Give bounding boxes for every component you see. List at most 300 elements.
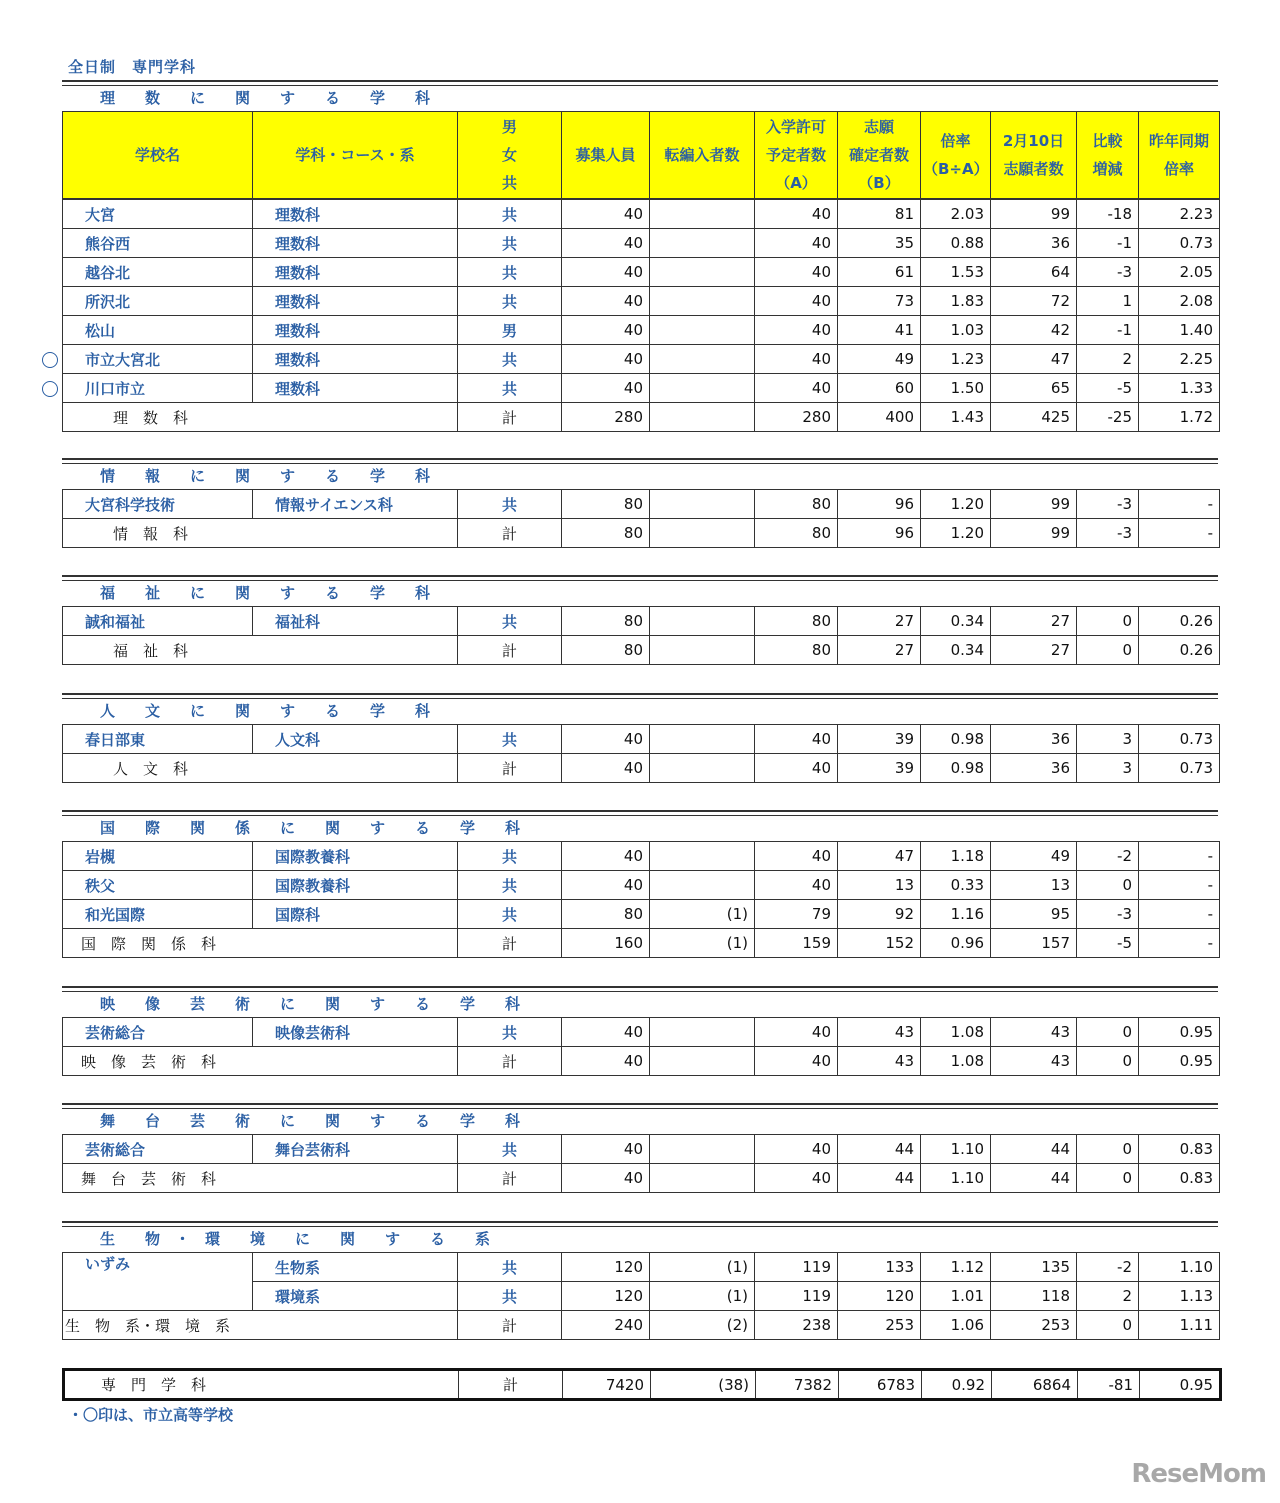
cell-feb10: 13 xyxy=(991,871,1077,900)
cell-admit: 80 xyxy=(755,607,838,636)
school-name: 秩父 xyxy=(63,871,253,900)
cell-applicants: 96 xyxy=(838,490,921,519)
cell-applicants: 73 xyxy=(838,287,921,316)
course-name: 国際教養科 xyxy=(253,842,458,871)
cell-lastyear: 0.83 xyxy=(1139,1135,1220,1164)
total-quota: 80 xyxy=(562,636,650,665)
course-name: 情報サイエンス科 xyxy=(253,490,458,519)
subtotal-label: 国 際 関 係 科 xyxy=(63,929,458,958)
cell-admit: 40 xyxy=(755,725,838,754)
course-name: 国際科 xyxy=(253,900,458,929)
cell-feb10: 47 xyxy=(991,345,1077,374)
cell-admit: 40 xyxy=(755,842,838,871)
cell-applicants: 49 xyxy=(838,345,921,374)
col-admit-line: 入学許可 xyxy=(765,118,826,136)
total-applicants: 27 xyxy=(838,636,921,665)
section-title: 映 像 芸 術 に 関 す る 学 科 xyxy=(100,995,521,1013)
school-name: いずみ xyxy=(63,1253,253,1311)
grand-total-table xyxy=(62,1368,1222,1401)
col-lastyear-line: 昨年同期 xyxy=(1148,132,1209,150)
cell-diff: 0 xyxy=(1077,607,1139,636)
cell-transfer: (1) xyxy=(650,1282,755,1311)
table-row xyxy=(63,607,1220,636)
section-title: 国 際 関 係 に 関 す る 学 科 xyxy=(100,819,521,837)
cell-admit: 79 xyxy=(755,900,838,929)
cell-applicants: 35 xyxy=(838,229,921,258)
table-row xyxy=(63,316,1220,345)
cell-diff: -3 xyxy=(1077,490,1139,519)
course-name: 環境系 xyxy=(253,1282,458,1311)
cell-lastyear: 0.26 xyxy=(1139,607,1220,636)
sex-code: 共 xyxy=(458,200,562,229)
cell-admit: 40 xyxy=(755,287,838,316)
total-applicants: 253 xyxy=(838,1311,921,1340)
grand-lastyear: 0.95 xyxy=(1140,1370,1221,1400)
col-feb10-line: 2月10日 xyxy=(1002,132,1065,150)
municipal-mark-icon xyxy=(42,381,58,397)
total-admit: 40 xyxy=(755,754,838,783)
total-applicants: 43 xyxy=(838,1047,921,1076)
total-admit: 80 xyxy=(755,519,838,548)
cell-lastyear: 1.13 xyxy=(1139,1282,1220,1311)
cell-quota: 120 xyxy=(562,1282,650,1311)
sex-code: 共 xyxy=(458,725,562,754)
course-name: 理数科 xyxy=(253,316,458,345)
subtotal-row xyxy=(63,929,1220,958)
col-school: 学校名 xyxy=(63,112,253,199)
total-applicants: 152 xyxy=(838,929,921,958)
cell-feb10: 43 xyxy=(991,1018,1077,1047)
section-title: 理 数 に 関 す る 学 科 xyxy=(100,89,431,107)
total-applicants: 39 xyxy=(838,754,921,783)
page-title: 全日制 専門学科 xyxy=(68,58,197,76)
grand-feb10: 6864 xyxy=(992,1370,1078,1400)
course-name: 舞台芸術科 xyxy=(253,1135,458,1164)
table-row xyxy=(63,258,1220,287)
cell-applicants: 44 xyxy=(838,1135,921,1164)
cell-applicants: 43 xyxy=(838,1018,921,1047)
cell-admit: 40 xyxy=(755,316,838,345)
total-ratio: 0.96 xyxy=(921,929,991,958)
total-feb10: 36 xyxy=(991,754,1077,783)
cell-quota: 40 xyxy=(562,374,650,403)
total-feb10: 253 xyxy=(991,1311,1077,1340)
total-applicants: 44 xyxy=(838,1164,921,1193)
cell-transfer xyxy=(650,200,755,229)
subtotal-kei: 計 xyxy=(458,1047,562,1076)
sex-code: 共 xyxy=(458,607,562,636)
cell-diff: -1 xyxy=(1077,316,1139,345)
total-feb10: 157 xyxy=(991,929,1077,958)
header-row xyxy=(63,112,1220,199)
cell-applicants: 120 xyxy=(838,1282,921,1311)
course-name: 映像芸術科 xyxy=(253,1018,458,1047)
total-transfer: (2) xyxy=(650,1311,755,1340)
total-lastyear: - xyxy=(1139,519,1220,548)
total-lastyear: 0.95 xyxy=(1139,1047,1220,1076)
cell-diff: 0 xyxy=(1077,1135,1139,1164)
cell-transfer xyxy=(650,607,755,636)
course-name: 理数科 xyxy=(253,200,458,229)
total-admit: 280 xyxy=(755,403,838,432)
school-name: 大宮科学技術 xyxy=(63,490,253,519)
cell-lastyear: - xyxy=(1139,490,1220,519)
course-name: 理数科 xyxy=(253,229,458,258)
total-admit: 80 xyxy=(755,636,838,665)
sex-code: 共 xyxy=(458,258,562,287)
col-admit xyxy=(755,112,838,199)
total-feb10: 425 xyxy=(991,403,1077,432)
total-quota: 40 xyxy=(562,754,650,783)
total-ratio: 1.20 xyxy=(921,519,991,548)
section-rule xyxy=(62,575,1218,581)
cell-admit: 40 xyxy=(755,200,838,229)
cell-lastyear: 1.10 xyxy=(1139,1253,1220,1282)
grand-diff: -81 xyxy=(1078,1370,1140,1400)
cell-quota: 40 xyxy=(562,287,650,316)
cell-applicants: 133 xyxy=(838,1253,921,1282)
school-name: 所沢北 xyxy=(63,287,253,316)
section-rule xyxy=(62,810,1218,816)
cell-lastyear: - xyxy=(1139,900,1220,929)
cell-quota: 40 xyxy=(562,871,650,900)
school-name: 川口市立 xyxy=(63,374,253,403)
subtotal-label: 舞 台 芸 術 科 xyxy=(63,1164,458,1193)
col-sex-line: 女 xyxy=(501,146,517,164)
resemom-logo: ReseMom xyxy=(1131,1459,1266,1489)
cell-admit: 119 xyxy=(755,1253,838,1282)
total-diff: 0 xyxy=(1077,1164,1139,1193)
cell-ratio: 1.08 xyxy=(921,1018,991,1047)
cell-quota: 40 xyxy=(562,345,650,374)
subtotal-row xyxy=(63,1311,1220,1340)
table-row xyxy=(63,200,1220,229)
total-ratio: 0.98 xyxy=(921,754,991,783)
section-rule xyxy=(62,986,1218,992)
cell-lastyear: 2.05 xyxy=(1139,258,1220,287)
grand-quota: 7420 xyxy=(563,1370,651,1400)
col-feb10 xyxy=(991,112,1077,199)
cell-transfer xyxy=(650,1135,755,1164)
sex-code: 共 xyxy=(458,842,562,871)
cell-quota: 40 xyxy=(562,1018,650,1047)
total-quota: 80 xyxy=(562,519,650,548)
cell-transfer xyxy=(650,316,755,345)
col-sex xyxy=(458,112,562,199)
cell-ratio: 1.01 xyxy=(921,1282,991,1311)
cell-diff: -1 xyxy=(1077,229,1139,258)
table-row xyxy=(63,842,1220,871)
section-table xyxy=(62,1134,1220,1193)
subtotal-row xyxy=(63,1164,1220,1193)
cell-diff: -3 xyxy=(1077,900,1139,929)
school-name: 熊谷西 xyxy=(63,229,253,258)
sex-code: 共 xyxy=(458,345,562,374)
cell-feb10: 44 xyxy=(991,1135,1077,1164)
section-table xyxy=(62,841,1220,958)
sex-code: 共 xyxy=(458,1018,562,1047)
cell-quota: 40 xyxy=(562,725,650,754)
cell-admit: 40 xyxy=(755,374,838,403)
subtotal-label: 情 報 科 xyxy=(63,519,458,548)
cell-feb10: 95 xyxy=(991,900,1077,929)
cell-diff: -18 xyxy=(1077,200,1139,229)
cell-feb10: 135 xyxy=(991,1253,1077,1282)
cell-diff: 3 xyxy=(1077,725,1139,754)
col-ratio-line: 倍率 xyxy=(940,132,971,150)
cell-diff: 1 xyxy=(1077,287,1139,316)
subtotal-label: 福 祉 科 xyxy=(63,636,458,665)
total-diff: 3 xyxy=(1077,754,1139,783)
course-name: 生物系 xyxy=(253,1253,458,1282)
subtotal-kei: 計 xyxy=(458,636,562,665)
sex-code: 共 xyxy=(458,229,562,258)
course-name: 理数科 xyxy=(253,374,458,403)
cell-quota: 40 xyxy=(562,842,650,871)
col-sex-line: 共 xyxy=(501,174,517,192)
cell-transfer: (1) xyxy=(650,900,755,929)
school-name: 越谷北 xyxy=(63,258,253,287)
total-ratio: 1.08 xyxy=(921,1047,991,1076)
cell-ratio: 1.03 xyxy=(921,316,991,345)
grand-applicants: 6783 xyxy=(839,1370,922,1400)
sex-code: 共 xyxy=(458,871,562,900)
total-lastyear: 0.26 xyxy=(1139,636,1220,665)
cell-lastyear: 2.08 xyxy=(1139,287,1220,316)
subtotal-kei: 計 xyxy=(458,929,562,958)
cell-feb10: 99 xyxy=(991,490,1077,519)
section-rule xyxy=(62,1221,1218,1227)
cell-ratio: 0.33 xyxy=(921,871,991,900)
cell-transfer xyxy=(650,725,755,754)
course-name: 理数科 xyxy=(253,287,458,316)
col-course: 学科・コース・系 xyxy=(253,112,458,199)
cell-feb10: 49 xyxy=(991,842,1077,871)
school-name: 芸術総合 xyxy=(63,1135,253,1164)
total-diff: 0 xyxy=(1077,1047,1139,1076)
cell-diff: 2 xyxy=(1077,345,1139,374)
cell-transfer xyxy=(650,871,755,900)
table-row xyxy=(63,374,1220,403)
col-feb10-line: 志願者数 xyxy=(1003,160,1064,178)
col-ratio-line: （B÷A） xyxy=(923,160,989,178)
cell-applicants: 61 xyxy=(838,258,921,287)
cell-ratio: 1.83 xyxy=(921,287,991,316)
cell-ratio: 1.16 xyxy=(921,900,991,929)
section-rule xyxy=(62,80,1218,86)
municipal-mark-icon xyxy=(42,352,58,368)
cell-diff: -5 xyxy=(1077,374,1139,403)
cell-transfer xyxy=(650,374,755,403)
col-diff-line: 比較 xyxy=(1092,132,1123,150)
total-feb10: 27 xyxy=(991,636,1077,665)
header-table xyxy=(62,111,1220,199)
section-table xyxy=(62,1252,1220,1340)
cell-diff: -3 xyxy=(1077,258,1139,287)
cell-applicants: 92 xyxy=(838,900,921,929)
cell-admit: 40 xyxy=(755,1135,838,1164)
total-transfer xyxy=(650,636,755,665)
cell-feb10: 42 xyxy=(991,316,1077,345)
cell-transfer xyxy=(650,842,755,871)
total-lastyear: 0.73 xyxy=(1139,754,1220,783)
col-diff xyxy=(1077,112,1139,199)
table-row xyxy=(63,345,1220,374)
cell-applicants: 13 xyxy=(838,871,921,900)
table-row xyxy=(63,1018,1220,1047)
course-name: 理数科 xyxy=(253,345,458,374)
cell-ratio: 0.88 xyxy=(921,229,991,258)
total-quota: 240 xyxy=(562,1311,650,1340)
total-admit: 40 xyxy=(755,1164,838,1193)
course-name: 人文科 xyxy=(253,725,458,754)
subtotal-label: 映 像 芸 術 科 xyxy=(63,1047,458,1076)
table-row xyxy=(63,229,1220,258)
total-transfer xyxy=(650,754,755,783)
cell-applicants: 60 xyxy=(838,374,921,403)
cell-quota: 80 xyxy=(562,900,650,929)
school-name: 市立大宮北 xyxy=(63,345,253,374)
section-table xyxy=(62,606,1220,665)
cell-transfer xyxy=(650,345,755,374)
table-row xyxy=(63,1253,1220,1282)
cell-admit: 80 xyxy=(755,490,838,519)
total-diff: 0 xyxy=(1077,636,1139,665)
cell-feb10: 64 xyxy=(991,258,1077,287)
grand-admit: 7382 xyxy=(756,1370,839,1400)
cell-applicants: 27 xyxy=(838,607,921,636)
section-rule xyxy=(62,693,1218,699)
subtotal-row xyxy=(63,636,1220,665)
cell-transfer xyxy=(650,258,755,287)
col-transfer: 転編入者数 xyxy=(650,112,755,199)
col-applicants xyxy=(838,112,921,199)
cell-lastyear: 2.25 xyxy=(1139,345,1220,374)
total-quota: 280 xyxy=(562,403,650,432)
col-applicants-line: （B） xyxy=(858,174,900,192)
total-ratio: 1.43 xyxy=(921,403,991,432)
total-lastyear: - xyxy=(1139,929,1220,958)
total-feb10: 43 xyxy=(991,1047,1077,1076)
section-title: 情 報 に 関 す る 学 科 xyxy=(100,467,431,485)
total-applicants: 400 xyxy=(838,403,921,432)
section-rule xyxy=(62,1103,1218,1109)
cell-ratio: 1.10 xyxy=(921,1135,991,1164)
cell-diff: 0 xyxy=(1077,1018,1139,1047)
sex-code: 共 xyxy=(458,1282,562,1311)
cell-quota: 80 xyxy=(562,607,650,636)
cell-quota: 80 xyxy=(562,490,650,519)
subtotal-label: 理 数 科 xyxy=(63,403,458,432)
school-name: 大宮 xyxy=(63,200,253,229)
cell-feb10: 99 xyxy=(991,200,1077,229)
total-diff: -3 xyxy=(1077,519,1139,548)
cell-applicants: 39 xyxy=(838,725,921,754)
total-feb10: 99 xyxy=(991,519,1077,548)
total-transfer xyxy=(650,1164,755,1193)
total-ratio: 1.10 xyxy=(921,1164,991,1193)
cell-feb10: 36 xyxy=(991,229,1077,258)
cell-diff: 2 xyxy=(1077,1282,1139,1311)
cell-quota: 120 xyxy=(562,1253,650,1282)
col-applicants-line: 確定者数 xyxy=(848,146,909,164)
total-transfer xyxy=(650,1047,755,1076)
grand-ratio: 0.92 xyxy=(922,1370,992,1400)
total-quota: 40 xyxy=(562,1164,650,1193)
col-sex-line: 男 xyxy=(501,118,517,136)
school-name: 芸術総合 xyxy=(63,1018,253,1047)
cell-applicants: 47 xyxy=(838,842,921,871)
cell-admit: 40 xyxy=(755,1018,838,1047)
cell-applicants: 41 xyxy=(838,316,921,345)
cell-diff: 0 xyxy=(1077,871,1139,900)
table-row xyxy=(63,490,1220,519)
col-admit-line: 予定者数 xyxy=(765,146,826,164)
subtotal-row xyxy=(63,403,1220,432)
sex-code: 共 xyxy=(458,374,562,403)
cell-lastyear: 0.73 xyxy=(1139,229,1220,258)
sex-code: 男 xyxy=(458,316,562,345)
cell-quota: 40 xyxy=(562,229,650,258)
subtotal-row xyxy=(63,1047,1220,1076)
cell-quota: 40 xyxy=(562,200,650,229)
cell-transfer: (1) xyxy=(650,1253,755,1282)
cell-lastyear: 0.73 xyxy=(1139,725,1220,754)
cell-transfer xyxy=(650,229,755,258)
cell-lastyear: - xyxy=(1139,871,1220,900)
cell-feb10: 27 xyxy=(991,607,1077,636)
cell-lastyear: 1.40 xyxy=(1139,316,1220,345)
sex-code: 共 xyxy=(458,287,562,316)
section-table xyxy=(62,724,1220,783)
total-transfer xyxy=(650,403,755,432)
subtotal-label: 生 物 系・環 境 系 xyxy=(63,1311,458,1340)
school-name: 岩槻 xyxy=(63,842,253,871)
total-quota: 40 xyxy=(562,1047,650,1076)
total-admit: 238 xyxy=(755,1311,838,1340)
cell-diff: -2 xyxy=(1077,1253,1139,1282)
total-lastyear: 1.72 xyxy=(1139,403,1220,432)
section-table xyxy=(62,489,1220,548)
sex-code: 共 xyxy=(458,1253,562,1282)
total-lastyear: 0.83 xyxy=(1139,1164,1220,1193)
section-title: 舞 台 芸 術 に 関 す る 学 科 xyxy=(100,1112,521,1130)
table-row xyxy=(63,900,1220,929)
cell-admit: 40 xyxy=(755,229,838,258)
col-lastyear xyxy=(1139,112,1220,199)
col-lastyear-line: 倍率 xyxy=(1163,160,1194,178)
col-admit-line: （A） xyxy=(775,174,817,192)
cell-transfer xyxy=(650,490,755,519)
cell-admit: 40 xyxy=(755,345,838,374)
cell-lastyear: 2.23 xyxy=(1139,200,1220,229)
total-ratio: 1.06 xyxy=(921,1311,991,1340)
cell-applicants: 81 xyxy=(838,200,921,229)
total-transfer xyxy=(650,519,755,548)
cell-ratio: 1.50 xyxy=(921,374,991,403)
table-row xyxy=(63,287,1220,316)
subtotal-kei: 計 xyxy=(458,754,562,783)
cell-feb10: 118 xyxy=(991,1282,1077,1311)
total-diff: -25 xyxy=(1077,403,1139,432)
grand-total-row xyxy=(64,1370,1221,1400)
total-lastyear: 1.11 xyxy=(1139,1311,1220,1340)
section-title: 生 物 ・ 環 境 に 関 す る 系 xyxy=(100,1230,491,1248)
col-applicants-line: 志願 xyxy=(863,118,894,136)
total-quota: 160 xyxy=(562,929,650,958)
cell-feb10: 36 xyxy=(991,725,1077,754)
table-row xyxy=(63,871,1220,900)
